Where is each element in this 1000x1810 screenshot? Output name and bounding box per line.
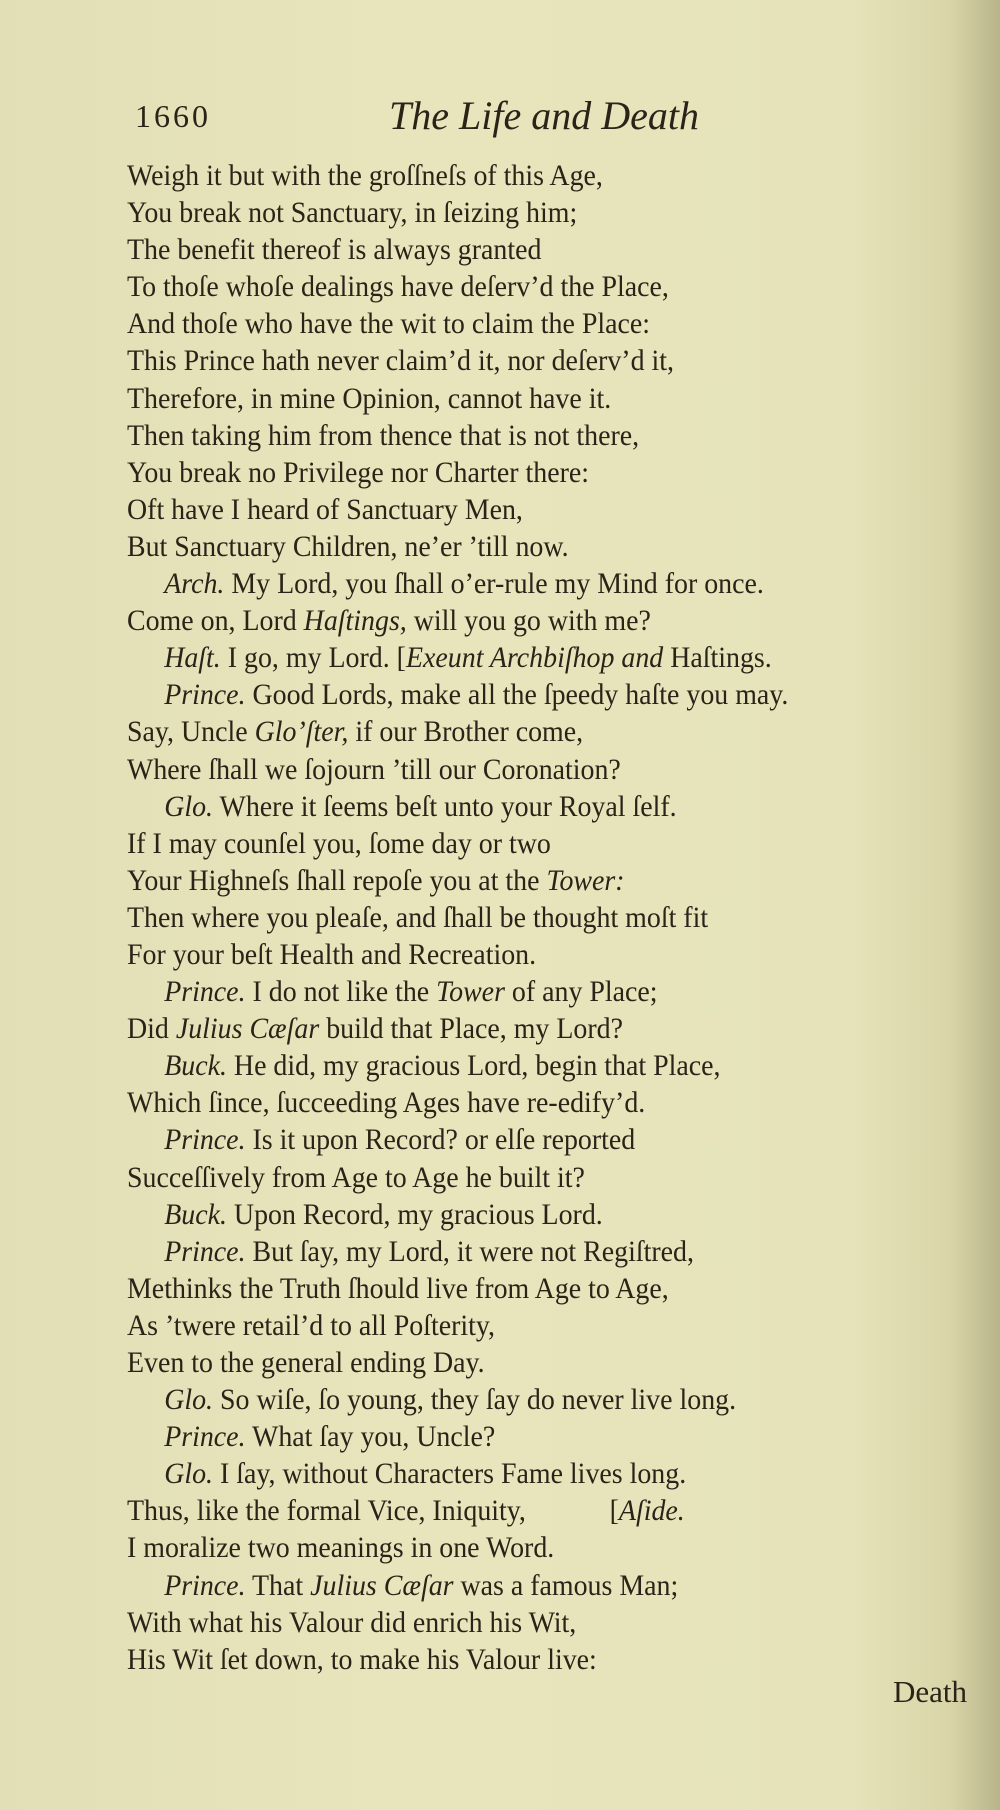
italic-text: Tower:	[546, 863, 625, 897]
line-text: Thus, like the formal Vice, Iniquity, [	[127, 1494, 619, 1528]
line-text: I moralize two meanings in one Word.	[127, 1531, 555, 1565]
text-line	[127, 936, 927, 973]
italic-text: Haſt.	[164, 641, 221, 675]
line-text: Even to the general ending Day.	[127, 1346, 485, 1379]
text-line	[127, 417, 927, 454]
italic-text: Buck.	[164, 1197, 227, 1231]
line-text: For your beſt Health and Recreation.	[127, 937, 537, 971]
italic-text: Julius Cæſar	[175, 1012, 320, 1046]
text-line	[127, 862, 927, 899]
italic-text: Exeunt Archbiſhop and	[405, 641, 664, 675]
line-text: Methinks the Truth ſhould live from Age to Age,	[127, 1271, 669, 1305]
italic-text: Glo.	[164, 1457, 214, 1491]
text-line	[127, 528, 927, 565]
italic-text: Glo.	[164, 1383, 214, 1417]
italic-text: Julius Cæſar	[310, 1568, 454, 1602]
text-line	[127, 602, 927, 639]
page-header	[127, 92, 987, 142]
line-text: Succeſſively from Age to Age he built it?	[127, 1160, 585, 1194]
line-text: And thoſe who have the wit to claim the Place:	[127, 307, 650, 341]
italic-text: Buck.	[164, 1049, 227, 1083]
text-line	[127, 639, 927, 676]
text-line	[127, 194, 927, 231]
text-line	[127, 231, 927, 268]
line-text: Did	[127, 1012, 176, 1046]
line-text: With what his Valour did enrich his Wit,	[127, 1605, 577, 1639]
line-text: If I may counſel you, ſome day or two	[127, 826, 551, 860]
text-line	[127, 1010, 927, 1047]
line-text: build that Place, my Lord?	[319, 1012, 623, 1046]
line-text: of any Place;	[504, 975, 658, 1009]
text-line	[127, 788, 927, 825]
text-line	[127, 454, 927, 491]
line-text: if our Brother come,	[348, 715, 584, 749]
line-text: He did, my gracious Lord, begin that Place,	[226, 1049, 721, 1083]
text-line	[127, 973, 927, 1010]
catchword: Death	[893, 1674, 968, 1709]
text-line	[127, 1567, 927, 1604]
line-text: will you go with me?	[406, 604, 651, 638]
line-text: Where it ſeems beſt unto your Royal ſelf.	[213, 789, 677, 823]
running-title: The Life and Death	[389, 93, 699, 138]
line-text: To thoſe whoſe dealings have deſerv’d the Place,	[127, 270, 669, 304]
italic-text: Aſide.	[618, 1494, 685, 1528]
text-line	[127, 1121, 927, 1158]
italic-text: Glo’ſter,	[254, 715, 349, 749]
line-text: But Sanctuary Children, ne’er ’till now.	[127, 529, 569, 563]
line-text: Upon Record, my gracious Lord.	[226, 1197, 603, 1231]
line-text: Say, Uncle	[127, 715, 255, 749]
line-text: Is it upon Record? or elſe reported	[245, 1123, 636, 1157]
text-line	[127, 1233, 927, 1270]
line-text: As ’twere retail’d to all Poſterity,	[127, 1308, 496, 1342]
text-line	[127, 1604, 927, 1641]
text-line	[127, 1159, 927, 1196]
italic-text: Haſtings,	[303, 604, 407, 638]
text-line	[127, 1047, 927, 1084]
text-line	[127, 713, 927, 750]
text-line	[127, 1641, 927, 1678]
line-text: I go, my Lord. [	[220, 641, 406, 675]
line-text: What ſay you, Uncle?	[245, 1420, 496, 1454]
play-text	[127, 157, 987, 1678]
line-text: The benefit thereof is always granted	[127, 233, 542, 267]
line-text: Oft have I heard of Sanctuary Men,	[127, 492, 523, 526]
text-line	[127, 380, 927, 417]
text-line	[127, 305, 927, 342]
italic-text: Arch.	[164, 567, 225, 601]
text-line	[127, 1418, 927, 1455]
text-line	[127, 1084, 927, 1121]
line-text: Weigh it but with the groſſneſs of this Age,	[127, 159, 603, 192]
italic-text: Prince.	[164, 1123, 246, 1157]
text-line	[127, 491, 927, 528]
line-text: But ſay, my Lord, it were not Regiſtred,	[245, 1234, 694, 1268]
italic-text: Prince.	[164, 1420, 246, 1454]
text-line	[127, 1529, 927, 1566]
text-line	[127, 1270, 927, 1307]
text-line	[127, 1344, 927, 1381]
line-text: You break not Sanctuary, in ſeizing him;	[127, 196, 578, 230]
page-number: 1660	[135, 98, 211, 134]
line-text: You break no Privilege nor Charter there:	[127, 455, 590, 489]
text-line	[127, 565, 927, 602]
line-text: So wiſe, ſo young, they ſay do never live long.	[213, 1383, 737, 1417]
line-text: Therefore, in mine Opinion, cannot have it.	[127, 381, 612, 415]
italic-text: Prince.	[164, 975, 246, 1009]
italic-text: Tower	[436, 975, 505, 1009]
line-text: Then taking him from thence that is not there,	[127, 418, 640, 452]
italic-text: Prince.	[164, 678, 246, 712]
text-line	[127, 1455, 927, 1492]
text-line	[127, 899, 927, 936]
line-text: I ſay, without Characters Fame lives long.	[213, 1457, 687, 1491]
line-text: His Wit ſet down, to make his Valour live:	[127, 1642, 597, 1676]
text-line	[127, 1196, 927, 1233]
text-line	[127, 1307, 927, 1344]
text-line	[127, 825, 927, 862]
text-line	[127, 268, 927, 305]
line-text: I do not like the	[245, 975, 437, 1009]
line-text: Which ſince, ſucceeding Ages have re-edify’d.	[127, 1086, 646, 1120]
text-line	[127, 342, 927, 379]
line-text: Good Lords, make all the ſpeedy haſte you may.	[245, 678, 789, 712]
line-text: Then where you pleaſe, and ſhall be thought moſt fit	[127, 900, 709, 934]
italic-text: Prince.	[164, 1234, 246, 1268]
text-line	[127, 751, 927, 788]
italic-text: Glo.	[164, 789, 214, 823]
text-line	[127, 676, 927, 713]
text-line	[127, 157, 927, 194]
text-line	[127, 1381, 927, 1418]
line-text: Haſtings.	[663, 641, 772, 675]
line-text: That	[245, 1568, 311, 1602]
line-text: was a famous Man;	[453, 1568, 679, 1602]
italic-text: Prince.	[164, 1568, 246, 1602]
line-text: Come on, Lord	[127, 604, 304, 638]
text-line	[127, 1492, 927, 1529]
line-text: Where ſhall we ſojourn ’till our Coronation?	[127, 752, 621, 786]
line-text: My Lord, you ſhall o’er-rule my Mind for once.	[224, 567, 764, 601]
line-text: Your Highneſs ſhall repoſe you at the	[127, 863, 547, 897]
line-text: This Prince hath never claim’d it, nor deſerv’d it,	[127, 344, 674, 378]
